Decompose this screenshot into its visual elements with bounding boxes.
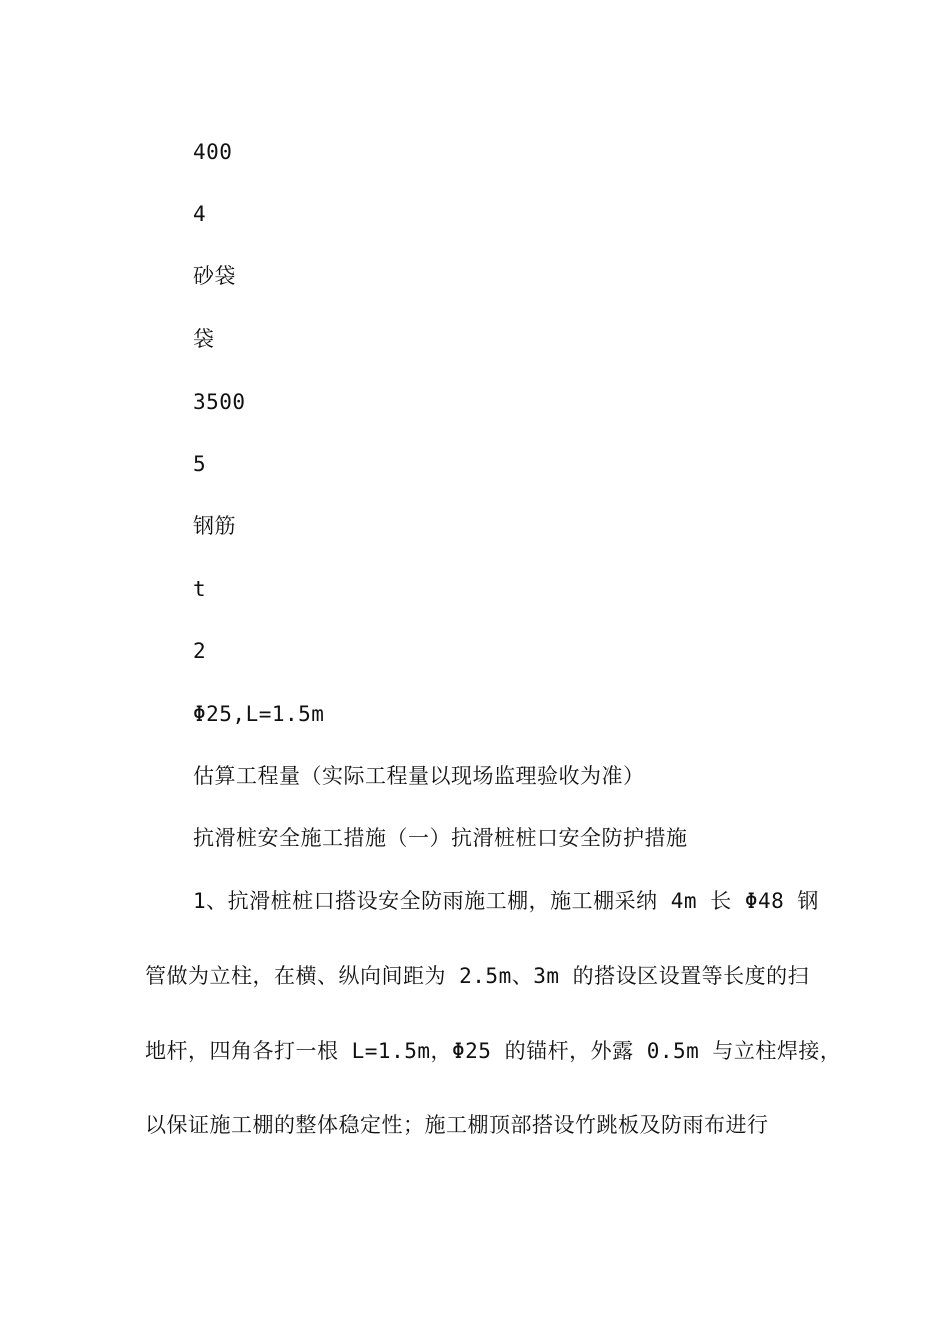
text-line-sandbag: 砂袋 [193,264,236,288]
text-line-3500: 3500 [193,390,246,414]
text-line-rebar: 钢筋 [193,514,236,538]
text-line-t-unit: t [193,577,207,601]
paragraph-line-3: 地杆，四角各打一根 L=1.5m，Φ25 的锚杆，外露 0.5m 与立柱焊接， [145,1039,842,1063]
text-line-estimate-note: 估算工程量（实际工程量以现场监理验收为准） [193,764,645,788]
section-heading: 抗滑桩安全施工措施（一）抗滑桩桩口安全防护措施 [193,826,688,850]
text-line-bag-unit: 袋 [193,327,215,351]
text-line-400: 400 [193,140,233,164]
paragraph-line-4: 以保证施工棚的整体稳定性；施工棚顶部搭设竹跳板及防雨布进行 [145,1113,769,1137]
text-line-5: 5 [193,452,207,476]
paragraph-line-1: 1、抗滑桩桩口搭设安全防雨施工棚，施工棚采纳 4m 长 Φ48 钢 [193,889,819,913]
text-line-4: 4 [193,202,207,226]
text-line-spec: Φ25,L=1.5m [193,702,325,726]
paragraph-line-2: 管做为立柱，在横、纵向间距为 2.5m、3m 的搭设区设置等长度的扫 [145,964,810,988]
text-line-2: 2 [193,639,207,663]
